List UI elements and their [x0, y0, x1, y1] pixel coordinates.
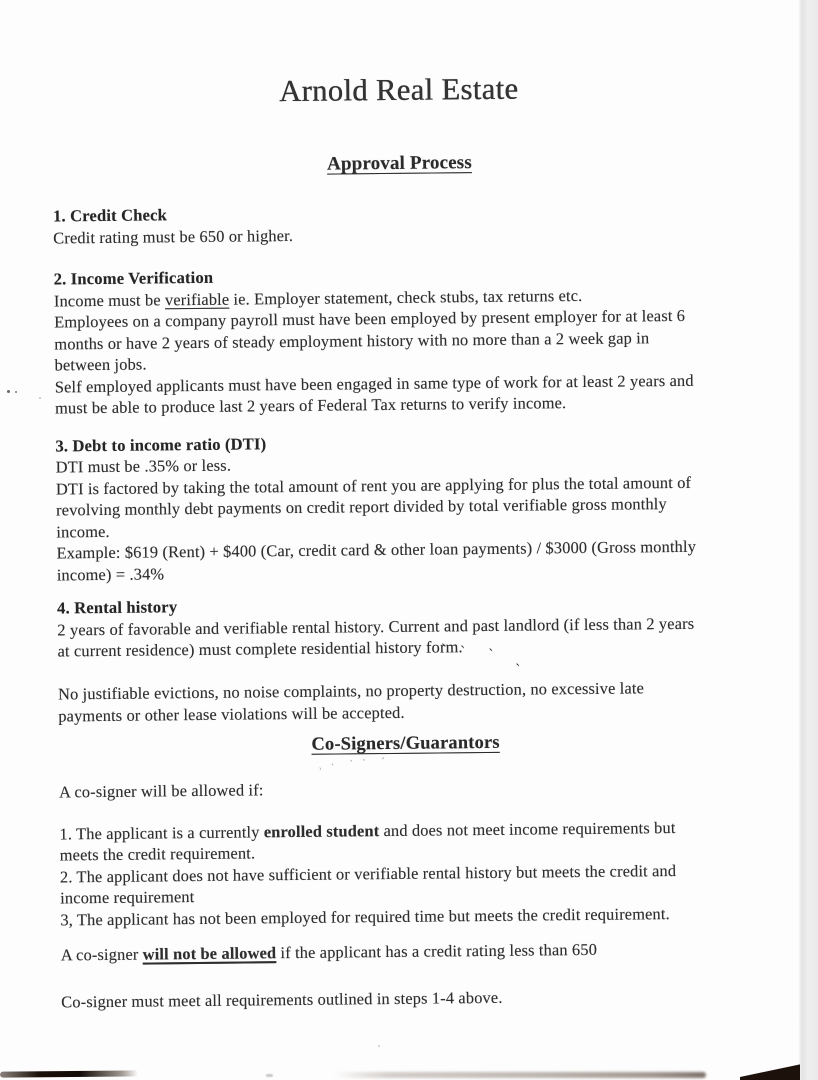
cosigners-conditions-list [59, 816, 754, 931]
text-segment: A co-signer [60, 944, 143, 965]
text-segment: Credit rating must be 650 or higher. [53, 225, 294, 247]
scan-artifact-dot [7, 390, 10, 393]
document-title: Arnold Real Estate [278, 71, 519, 109]
cosigners-footer: Co-signer must meet all requirements outlined in steps 1-4 above. [61, 987, 503, 1011]
text-segment: 2 years of favorable and verifiable rental history. Current and past landlord (if less than 2 years [57, 613, 695, 639]
cosigners-not-allowed-note [61, 937, 755, 966]
section-3 [55, 428, 751, 586]
document-subtitle-text: Approval Process [327, 152, 472, 175]
text-segment: at current residence) must complete residential history form. [57, 637, 463, 661]
text-segment: ie. Employer statement, check stubs, tax returns etc. [229, 285, 583, 309]
scan-artifact-dot [39, 397, 41, 399]
text-segment: Self employed applicants must have been engaged in same type of work for at least 2 years and [54, 370, 694, 396]
section-2-heading: 2. Income Verification [53, 267, 214, 289]
scan-edge-bottom-left-mark [0, 1070, 138, 1077]
section-2 [54, 261, 750, 419]
scan-edge-bottom-smudge [334, 1072, 706, 1078]
emphasized-text: will not be allowed [142, 943, 277, 964]
section-4-heading: 4. Rental history [57, 597, 178, 618]
scan-artifact-speck [378, 1045, 380, 1047]
text-segment: 3, The applicant has not been employed for required time but meets the credit requirement. [60, 903, 670, 929]
text-segment: DTI must be .35% or less. [55, 455, 232, 477]
cosigners-heading [58, 729, 752, 759]
text-segment: months or have 2 years of steady employment history with no more than a 2 week gap in [54, 327, 650, 353]
text-segment: 1. The applicant is a currently [59, 821, 264, 843]
emphasized-text: verifiable [164, 289, 230, 309]
scan-artifact-dot [15, 391, 17, 393]
text-segment: payments or other lease violations will be accepted. [58, 702, 405, 725]
scan-artifact-speck [266, 1074, 273, 1077]
text-segment: No justifiable evictions, no noise complaints, no property destruction, no excessive late [57, 678, 645, 704]
text-segment: income. [56, 521, 110, 541]
section-4 [57, 590, 752, 726]
document-subtitle [52, 148, 746, 179]
cosigners-intro: A co-signer will be allowed if: [58, 780, 264, 802]
section-1-heading: 1. Credit Check [52, 205, 168, 226]
text-segment: must be able to produce last 2 years of Federal Tax returns to verify income. [54, 393, 567, 418]
text-segment: if the applicant has a credit rating less than 650 [276, 939, 598, 963]
text-segment: meets the credit requirement. [59, 843, 256, 865]
text-segment: income) = .34% [56, 563, 165, 584]
cosigners-heading-text: Co-Signers/Guarantors [311, 732, 500, 755]
cosigner-not-allowed-line [61, 937, 755, 966]
section-1 [53, 198, 747, 248]
text-segment: Example: $619 (Rent) + $400 (Car, credit card & other loan payments) / $3000 (Gross monthly [56, 536, 697, 563]
text-segment: DTI is factored by taking the total amount of rent you are applying for plus the total amount of [55, 472, 692, 498]
scan-artifact-pen-marks-after-form: ˋ ˋ ˋ ˏ [439, 641, 528, 668]
emphasized-text: enrolled student [263, 820, 380, 841]
scan-edge-bottom-right-mark [740, 1063, 800, 1080]
text-segment: Employees on a company payroll must have been employed by present employer for at least 6 [54, 305, 686, 332]
text-segment: revolving monthly debt payments on credit report divided by total verifiable gross monthly [56, 494, 667, 520]
scan-artifact-marks-below-cosigners-heading: ˒ ˑ ˙ ˈ ˊ [317, 754, 389, 774]
text-segment: Income must be [53, 289, 166, 310]
sections-container [53, 198, 752, 726]
text-segment: income requirement [60, 887, 195, 908]
text-segment: and does not meet income requirements but [379, 817, 676, 840]
section-3-heading: 3. Debt to income ratio (DTI) [55, 433, 267, 455]
scan-edge-right-shadow [798, 0, 818, 1080]
text-segment: 2. The applicant does not have sufficient or verifiable rental history but meets the credit and [59, 860, 677, 886]
text-segment: between jobs. [54, 354, 147, 375]
